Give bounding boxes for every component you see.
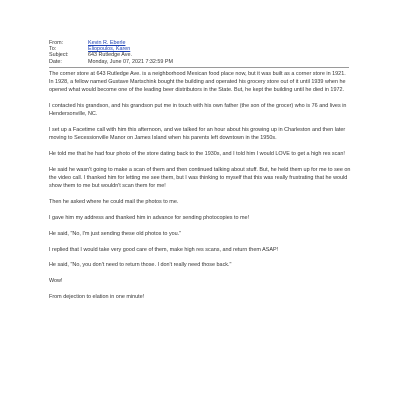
- email-body: [49, 70, 351, 309]
- body-paragraph: I gave him my address and thanked him in advance for sending photocopies to me!: [49, 215, 250, 221]
- date-value: Monday, June 07, 2021 7:32:59 PM: [88, 58, 174, 65]
- body-paragraph: He said, "No, I'm just sending these old photos to you.": [49, 230, 182, 237]
- body-paragraph: From dejection to elation in one minute!: [49, 293, 145, 300]
- from-link[interactable]: Kevin R. Eberle: [88, 40, 126, 46]
- body-paragraph: Then he asked where he could mail the photos to me.: [49, 199, 179, 206]
- to-label: To:: [49, 46, 57, 53]
- to-link[interactable]: Eliopoulos, Karen: [88, 46, 131, 53]
- body-paragraph: I set up a Facetime call with him this afternoon, and we talked for an hour about his growing up in Charleston and then later moving to Secessionville Manor on James Island when his parents left downtown in the 1950s.: [49, 127, 346, 142]
- subject-value: 643 Rutledge Ave.: [88, 52, 132, 59]
- body-paragraph: I contacted his grandson, and his grandson put me in touch with his own father (the son of the grocer) who is 76 and lives in Hendersonville, NC.: [49, 103, 347, 118]
- body-paragraph: He told me that he had four photo of the store dating back to the 1930s, and I told him I would LOVE to get a high res scan!: [49, 151, 345, 158]
- date-row: [49, 59, 349, 65]
- body-paragraph: The corner store at 643 Rutledge Ave. is a neighborhood Mexican food place now, but it was built as a corner store in 1921. In 1928, a fellow named Gustave Martschink bought the building and operated his grocery store out of it until 1939 when he opened what would become one of the leading beer distributors in the State. But, he kept the building until he died in 1972.: [49, 71, 346, 94]
- body-paragraph: He said he wasn't going to make a scan of them and then continued talking about stuff. But, he held them up for me to see on the video call. I thanked him for letting me see them, but I was thinking to myself that this was really frustrating that he would show them to me but wouldn't scan them for me!: [49, 167, 351, 190]
- body-paragraph: Wow!: [49, 278, 63, 285]
- date-label: Date:: [49, 58, 62, 65]
- email-header: [49, 40, 349, 65]
- from-label: From:: [49, 40, 64, 46]
- body-paragraph: He said, "No, you don't need to return those. I don't really need those back.": [49, 262, 232, 269]
- subject-label: Subject:: [49, 52, 69, 59]
- body-paragraph: I replied that I would take very good care of them, make high res scans, and return them ASAP!: [49, 246, 279, 253]
- header-divider: [49, 67, 349, 68]
